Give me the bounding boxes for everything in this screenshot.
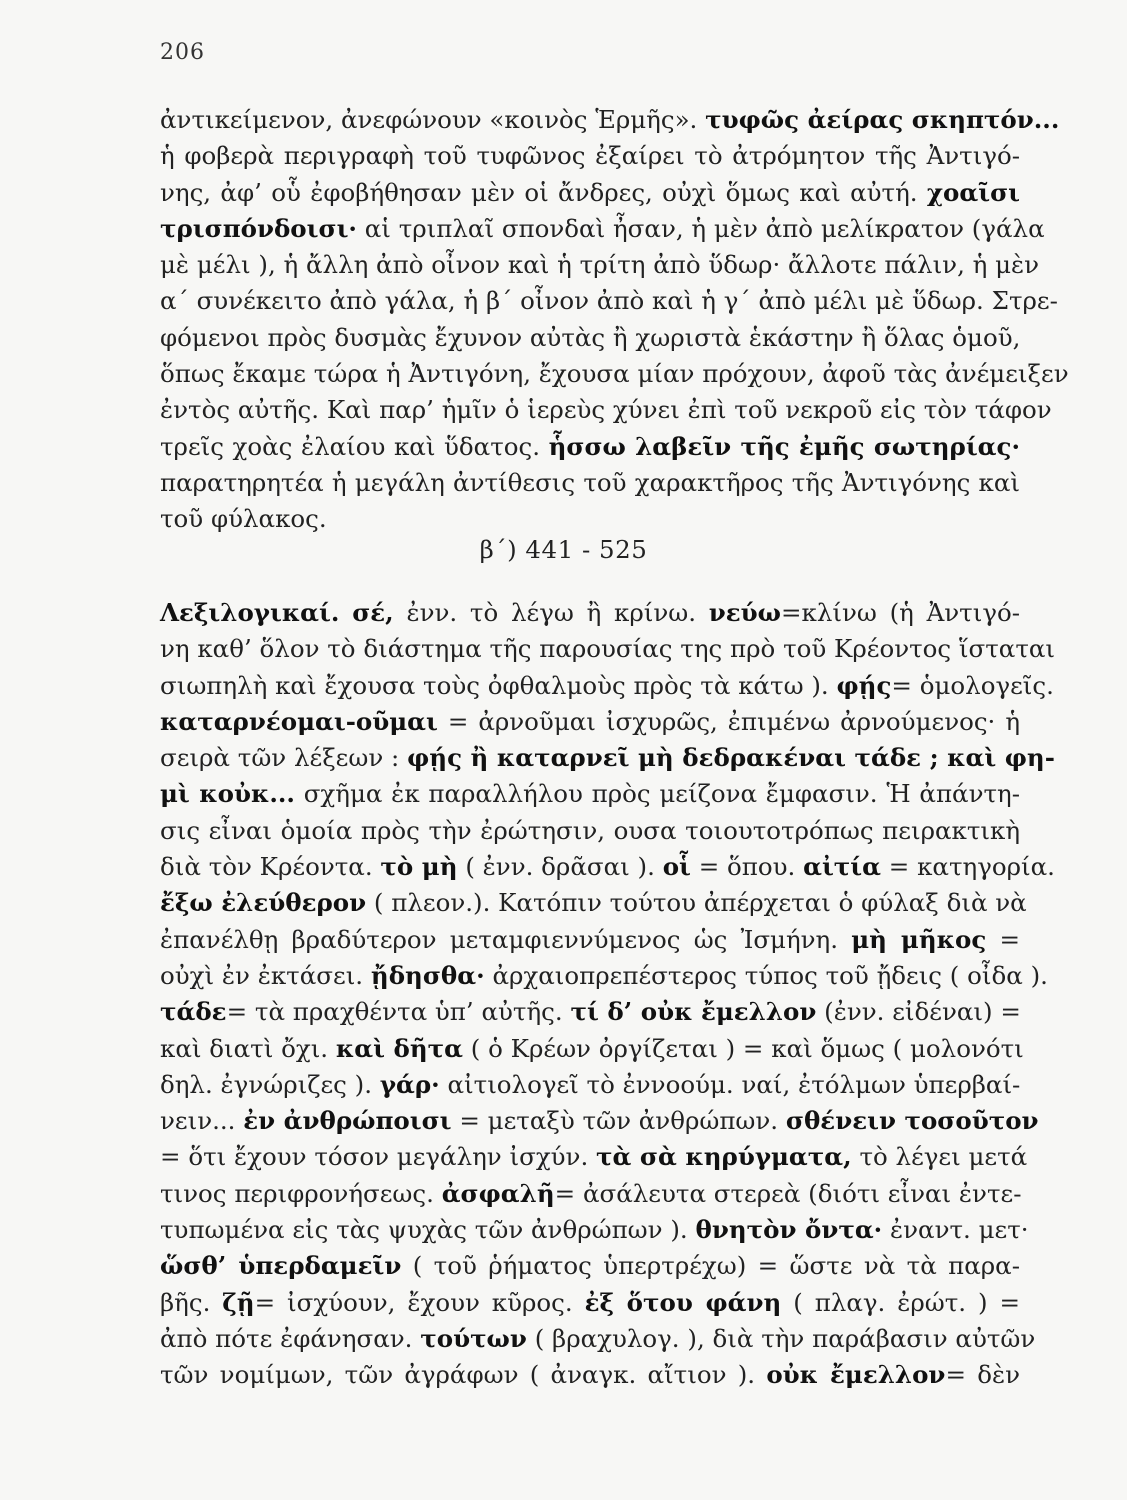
text-line: ἐντὸς αὐτῆς. Καὶ παρ’ ἡμῖν ὁ ἱερεὺς χύνει ἐπὶ τοῦ νεκροῦ εἰς τὸν τάφον [160,395,1052,425]
section-heading: β΄) 441 - 525 [479,535,648,564]
lemma: χοαῖσι [926,177,1020,207]
text-line: ἡ φοβερὰ περιγραφὴ τοῦ τυφῶνος ἐξαίρει τὸ ἀτρόμητον τῆς Ἀντιγό- [160,141,1020,171]
text-line: ἀπὸ πότε ἐφάνησαν. τούτων ( βραχυλογ. ), διὰ τὴν παράβασιν αὐτῶν [160,1323,1036,1353]
text-line: βῆς. ζῇ= ἰσχύουν, ἔχουν κῦρος. ἐξ ὅτου φάνη ( πλαγ. ἐρώτ. ) = [160,1287,1020,1317]
text-line: τυπωμένα εἰς τὰς ψυχὰς τῶν ἀνθρώπων ). θνητὸν ὄντα· ἐναντ. μετ· [160,1215,1029,1245]
text-line: σειρὰ τῶν λέξεων : φῄς ἢ καταρνεῖ μὴ δεδρακέναι τάδε ; καὶ φη- [160,743,1055,773]
text-line: νης, ἀφ’ οὗ ἐφοβήθησαν μὲν οἱ ἄνδρες, οὐχὶ ὅμως καὶ αὐτή. χοαῖσι [160,177,1020,207]
text-line: τοῦ φύλακος. [160,504,327,534]
text-line: = ὅτι ἔχουν τόσον μεγάλην ἰσχύν. τὰ σὰ κηρύγματα, τὸ λέγει μετά [160,1142,1028,1172]
text-line: α΄ συνέκειτο ἀπὸ γάλα, ἡ β΄ οἶνον ἀπὸ καὶ ἡ γ΄ ἀπὸ μέλι μὲ ὕδωρ. Στρε- [160,286,1058,316]
text-line: φόμενοι πρὸς δυσμὰς ἔχυνον αὐτὰς ἢ χωριστὰ ἑκάστην ἢ ὅλας ὁμοῦ, [160,322,1021,352]
text-line: σις εἶναι ὁμοία πρὸς τὴν ἐρώτησιν, ουσα τοιουτοτρόπως πειρακτικὴ [160,815,1020,845]
text-line: παρατηρητέα ἡ μεγάλη ἀντίθεσις τοῦ χαρακτῆρος τῆς Ἀντιγόνης καὶ [160,467,1020,497]
text-line: οὐχὶ ἐν ἐκτάσει. ᾔδησθα· ἀρχαιοπρεπέστερος τύπος τοῦ ᾔδεις ( οἶδα ). [160,960,1048,990]
lemma: ἧσσω λαβεῖν τῆς ἐμῆς σωτηρίας· [548,431,1020,461]
text-line: ὥσθ’ ὑπερδαμεῖν ( τοῦ ῥήματος ὑπερτρέχω) = ὥστε νὰ τὰ παρα- [160,1251,1020,1281]
text-line: μὲ μέλι ), ἡ ἄλλη ἀπὸ οἶνον καὶ ἡ τρίτη ἀπὸ ὕδωρ· ἄλλοτε πάλιν, ἡ μὲν [160,250,1040,280]
text-line: τάδε= τὰ πραχθέντα ὑπ’ αὐτῆς. τί δ’ οὐκ ἔμελλον (ἐνν. εἰδέναι) = [160,997,1021,1027]
text-line: καὶ διατὶ ὄχι. καὶ δῆτα ( ὁ Κρέων ὀργίζεται ) = καὶ ὅμως ( μολονότι [160,1033,1024,1063]
text-line: νειν... ἐν ἀνθρώποισι = μεταξὺ τῶν ἀνθρώπων. σθένειν τοσοῦτον [160,1106,1039,1136]
page-number: 206 [160,40,205,65]
text-line: τρεῖς χοὰς ἐλαίου καὶ ὕδατος. ἧσσω λαβεῖν τῆς ἐμῆς σωτηρίας· [160,431,1020,461]
paragraph-commentary-1 [160,102,1069,538]
paragraph-commentary-2 [160,595,1056,1394]
text-line: καταρνέομαι-οῦμαι = ἀρνοῦμαι ἰσχυρῶς, ἐπιμένω ἀρνούμενος· ἡ [160,706,1020,736]
text-line: ἔξω ἐλεύθερον ( πλεον.). Κατόπιν τούτου ἀπέρχεται ὁ φύλαξ διὰ νὰ [160,888,1027,918]
text-line: τῶν νομίμων, τῶν ἀγράφων ( ἀναγκ. αἴτιον ). οὐκ ἔμελλον= δὲν [160,1360,1021,1390]
text-line: δηλ. ἐγνώριζες ). γάρ· αἰτιολογεῖ τὸ ἐννοούμ. ναί, ἐτόλμων ὑπερβαί- [160,1069,1021,1099]
text-line: νη καθ’ ὅλον τὸ διάστημα τῆς παρουσίας της πρὸ τοῦ Κρέοντος ἵσταται [160,634,1056,664]
lemma: τρισπόνδοισι· [160,213,357,243]
text-line: ἀντικείμενον, ἀνεφώνουν «κοινὸς Ἑρμῆς». τυφῶς ἀείρας σκηπτόν... [160,105,1060,134]
text-line: μὶ κοὐκ... σχῆμα ἐκ παραλλήλου πρὸς μείζονα ἔμφασιν. Ἡ ἀπάντη- [160,779,1020,809]
text-line: διὰ τὸν Κρέοντα. τὸ μὴ ( ἐνν. δρᾶσαι ). οἷ = ὅπου. αἰτία = κατηγορία. [160,852,1055,882]
lemma: τυφῶς ἀείρας σκηπτόν... [705,105,1060,134]
text-line: τινος περιφρονήσεως. ἀσφαλῆ= ἀσάλευτα στερεὰ (διότι εἶναι ἐντε- [160,1178,1022,1208]
text-line: τρισπόνδοισι· αἱ τριπλαῖ σπονδαὶ ἦσαν, ἡ μὲν ἀπὸ μελίκρατον (γάλα [160,213,1045,243]
text-line: ὅπως ἔκαμε τώρα ἡ Ἀντιγόνη, ἔχουσα μίαν πρόχουν, ἀφοῦ τὰς ἀνέμειξεν [160,359,1069,389]
text-line: σιωπηλὴ καὶ ἔχουσα τοὺς ὀφθαλμοὺς πρὸς τὰ κάτω ). φῄς= ὁμολογεῖς. [160,670,1054,700]
text-line: ἐπανέλθῃ βραδύτερον μεταμφιεννύμενος ὡς Ἰσμήνη. μὴ μῆκος = [160,924,1020,954]
text-line: Λεξιλογικαί. σέ, ἐνν. τὸ λέγω ἢ κρίνω. νεύω=κλίνω (ἡ Ἀντιγό- [160,598,1021,627]
